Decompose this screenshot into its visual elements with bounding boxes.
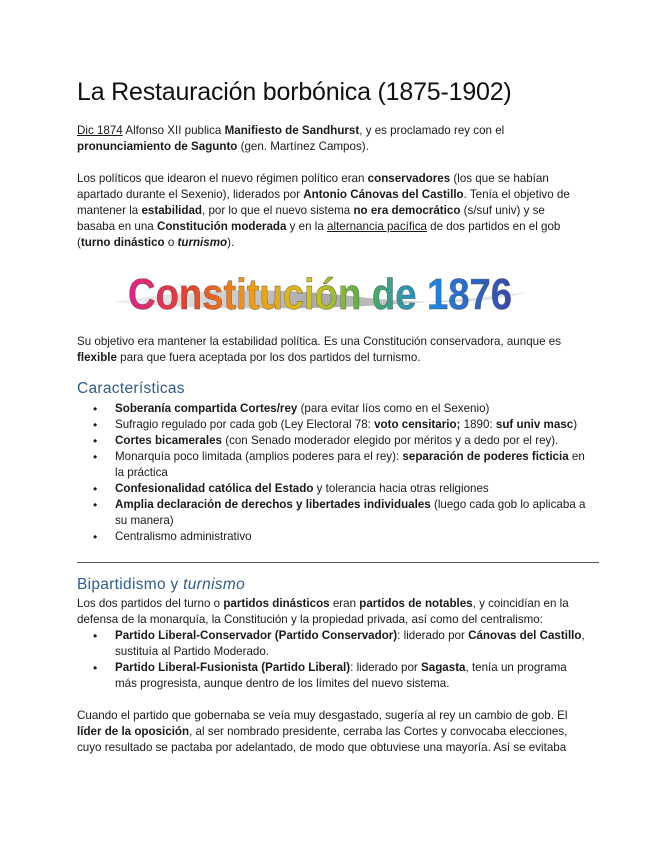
char-4-text: y tolerancia hacia otras religiones	[313, 482, 489, 495]
pol-no-democratico: no era democrático	[353, 204, 461, 217]
bip-t2: eran	[329, 597, 360, 610]
section-divider	[77, 562, 599, 563]
pol-t3: . Tenía el objetivo de mantener la	[77, 188, 570, 217]
intro-date: Dic 1874	[77, 124, 123, 137]
bip-heading-b: turnismo	[183, 576, 245, 593]
banner-text: Constitución de 1876	[128, 270, 512, 319]
pol-conservadores: conservadores	[367, 172, 451, 185]
char-1-text-1: 1890:	[460, 418, 496, 431]
page-title: La Restauración borbónica (1875-1902)	[77, 78, 512, 106]
pol-t8: o	[164, 236, 178, 249]
bip-b2: partidos de notables	[359, 597, 473, 610]
party-1-leader: Sagasta	[421, 661, 466, 674]
party-0-leader: Cánovas del Castillo	[468, 629, 582, 642]
list-item	[77, 433, 587, 449]
obj-t1: Su objetivo era mantener la estabilidad política. Es una Constitución conservadora, aunque es	[77, 335, 562, 348]
char-5-bold: Amplia declaración de derechos y libertades individuales	[115, 498, 431, 511]
pol-estabilidad: estabilidad	[141, 204, 203, 217]
list-item	[77, 449, 587, 481]
list-item	[77, 529, 587, 545]
obj-t2: para que fuera aceptada por los dos partidos del turnismo.	[116, 351, 421, 364]
intro-text-3: (gen. Martínez Campos).	[237, 140, 369, 153]
pol-turnismo: turnismo	[177, 236, 228, 249]
party-1-name: Partido Liberal-Fusionista (Partido Liberal)	[115, 661, 351, 674]
final-paragraph	[77, 708, 587, 756]
constitucion-banner	[110, 262, 530, 326]
bip-t3: , y coincidían en la defensa de la monarquía, la Constitución y la propiedad privada, así como del centralismo:	[77, 597, 569, 626]
pol-constitucion: Constitución moderada	[156, 220, 287, 233]
intro-text-1: Alfonso XII publica	[122, 124, 225, 137]
parties-list	[77, 628, 587, 692]
intro-text-2: , y es proclamado rey con el	[359, 124, 505, 137]
char-0-bold: Soberanía compartida Cortes/rey	[115, 402, 298, 415]
pol-t7: de dos partidos en el gob (	[77, 220, 561, 249]
characteristics-heading: Características	[77, 380, 185, 397]
intro-paragraph	[77, 123, 582, 155]
politicians-paragraph	[77, 171, 582, 251]
bip-heading-a: Bipartidismo y	[77, 576, 184, 593]
obj-flexible: flexible	[77, 351, 117, 364]
party-0-t2: , sustituía al Partido Moderado.	[115, 629, 585, 658]
bipartidismo-paragraph	[77, 596, 587, 628]
final-t2: , al ser nombrado presidente, cerraba las Cortes y convocaba elecciones, cuyo resultado se pactaba por adelantado, de modo que obtuviese una mayoría. Así se evitaba	[77, 725, 568, 754]
bip-b1: partidos dinásticos	[223, 597, 330, 610]
char-0-text: (para evitar líos como en el Sexenio)	[297, 402, 490, 415]
objective-paragraph	[77, 334, 582, 366]
pol-t1: Los políticos que idearon el nuevo régimen político eran	[77, 172, 368, 185]
characteristics-list	[77, 401, 587, 545]
pol-t4: , por lo que el nuevo sistema	[202, 204, 354, 217]
intro-pronunciamiento: pronunciamiento de Sagunto	[77, 140, 238, 153]
list-item	[77, 660, 587, 692]
char-4-bold: Confesionalidad católica del Estado	[115, 482, 314, 495]
party-1-t2: , tenía un programa más progresista, aunque dentro de los límites del nuevo sistema.	[115, 661, 567, 690]
party-1-t1: : liderado por	[350, 661, 422, 674]
final-t1: Cuando el partido que gobernaba se veía muy desgastado, sugería al rey un cambio de gob. El	[77, 709, 568, 722]
list-item	[77, 628, 587, 660]
pol-t6: y en la	[286, 220, 328, 233]
list-item	[77, 497, 587, 529]
char-1-text-0: Sufragio regulado por cada gob (Ley Electoral 78:	[115, 418, 375, 431]
pol-t2: (los que se habían apartado durante el Sexenio), liderados por	[77, 172, 549, 201]
pol-canovas: Antonio Cánovas del Castillo	[303, 188, 464, 201]
char-3-text-1: en la práctica	[115, 450, 585, 479]
pol-alternancia: alternancia pacífica	[327, 220, 427, 233]
char-5-text: (luego cada gob lo aplicaba a su manera)	[115, 498, 586, 527]
char-3-bold: separación de poderes ficticia	[402, 450, 569, 463]
char-1-bold-1: voto censitario;	[374, 418, 461, 431]
char-2-text: (con Senado moderador elegido por méritos y a dedo por el rey).	[221, 434, 559, 447]
char-6-text: Centralismo administrativo	[115, 530, 252, 543]
char-3-text-0: Monarquía poco limitada (amplios poderes para el rey):	[115, 450, 403, 463]
list-item	[77, 401, 587, 417]
bip-t1: Los dos partidos del turno o	[77, 597, 224, 610]
char-1-bold-2: suf univ masc	[495, 418, 574, 431]
pol-t5: (s/suf univ) y se basaba en una	[77, 204, 545, 233]
intro-manifesto: Manifiesto de Sandhurst	[224, 124, 360, 137]
list-item	[77, 481, 587, 497]
list-item	[77, 417, 587, 433]
pol-t9: ).	[227, 236, 235, 249]
char-1-text-2: )	[573, 418, 578, 431]
char-2-bold: Cortes bicamerales	[115, 434, 222, 447]
final-b1: líder de la oposición	[77, 725, 190, 738]
party-0-t1: : liderado por	[397, 629, 469, 642]
bipartidismo-heading	[77, 576, 245, 594]
party-0-name: Partido Liberal-Conservador (Partido Conservador)	[115, 629, 398, 642]
pol-turno: turno dinástico	[80, 236, 165, 249]
